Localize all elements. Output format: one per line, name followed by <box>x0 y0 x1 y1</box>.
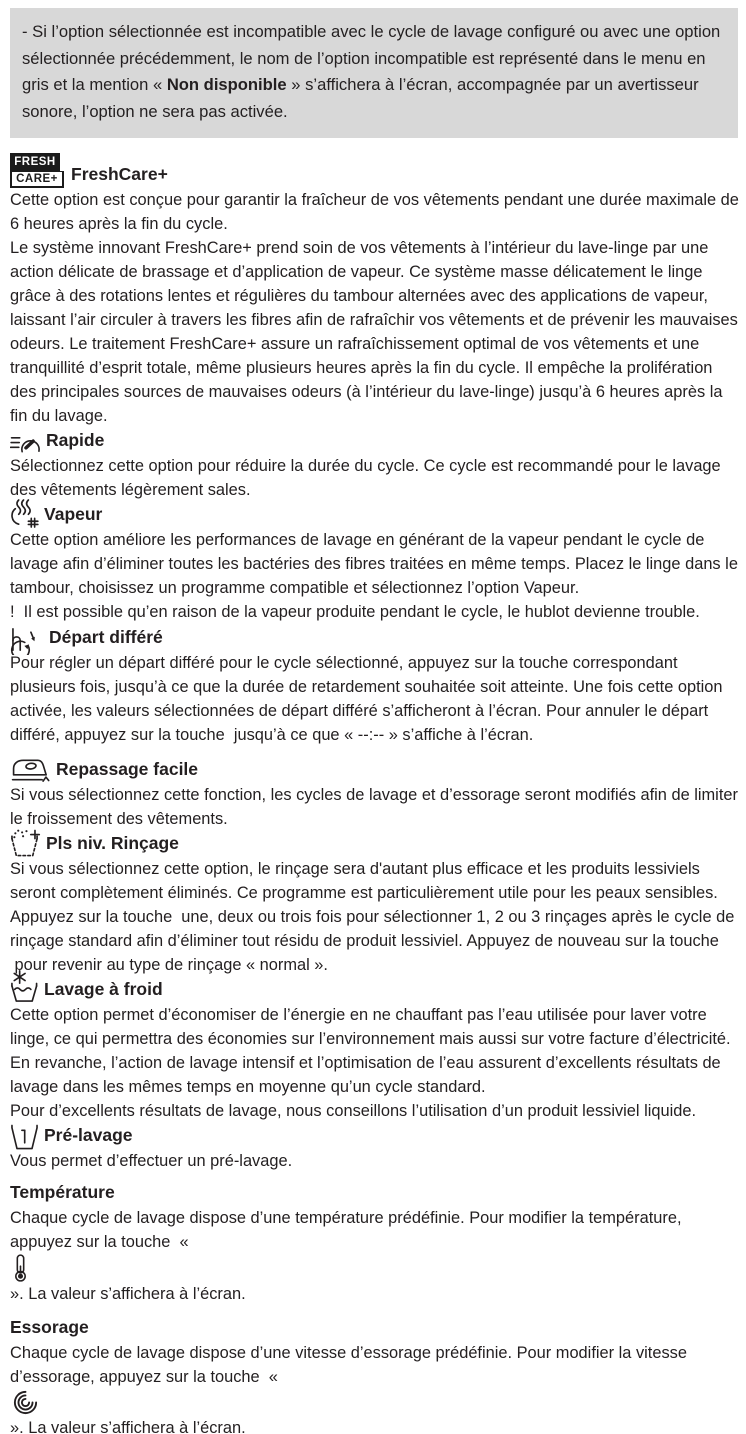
essorage-text-pre: Chaque cycle de lavage dispose d’une vitesse d’essorage prédéfinie. Pour modifier la vitesse d’essorage, appuyez sur la touche « <box>10 1344 687 1386</box>
vapeur-heading <box>10 502 741 528</box>
pre-lavage-paragraph: Vous permet d’effectuer un pré-lavage. <box>10 1152 293 1170</box>
section-essorage <box>10 1315 738 1434</box>
notice-text-bold: Non disponible <box>166 75 287 94</box>
freshcare-badge-bottom: CARE+ <box>10 171 64 188</box>
section-depart-differe <box>10 624 738 747</box>
temperature-paragraph <box>10 1206 741 1306</box>
rapide-paragraph: Sélectionnez cette option pour réduire la durée du cycle. Ce cycle est recommandé pour le lavage des vêtements légèrement sales. <box>10 457 721 499</box>
depart-differe-heading <box>10 624 741 651</box>
section-title: FreshCare+ <box>71 164 168 184</box>
section-rapide <box>10 428 738 502</box>
cold-wash-icon <box>10 970 39 1004</box>
section-title: Pls niv. Rinçage <box>46 833 179 853</box>
pre-lavage-heading <box>10 1123 741 1149</box>
essorage-heading <box>10 1315 741 1341</box>
section-title: Vapeur <box>44 504 103 524</box>
section-freshcare <box>10 153 738 428</box>
notice-text-post: » s’affichera à l’écran, accompagnée par un avertisseur sonore, l’option ne sera pas activée. <box>22 75 699 121</box>
section-title: Température <box>10 1182 115 1202</box>
freshcare-heading <box>10 153 741 188</box>
freshcare-badge-top: FRESH <box>10 153 60 171</box>
lavage-froid-paragraph-2: Pour d’excellents résultats de lavage, nous conseillons l’utilisation d’un produit lessiviel liquide. <box>10 1102 697 1120</box>
freshcare-badge-icon <box>10 153 64 188</box>
iron-icon <box>10 756 51 785</box>
speedometer-icon <box>10 432 41 456</box>
prewash-tub-icon <box>10 1124 39 1151</box>
section-title: Départ différé <box>49 627 163 647</box>
lavage-froid-heading <box>10 977 741 1003</box>
depart-differe-paragraph: Pour régler un départ différé pour le cycle sélectionné, appuyez sur la touche correspondant plusieurs fois, jusqu’à ce que la durée de retardement souhaitée soit atteinte. Une fois cette option activée, les valeurs sélectionnées de départ différé s’afficheront à l’écran. Pour annuler le départ différé, appuyez sur la touche jusqu’à ce que « --:-- » s’affiche à l’écran. <box>10 654 723 744</box>
rincage-paragraph: Si vous sélectionnez cette option, le rinçage sera d'autant plus efficace et les produits lessiviels seront complètement éliminés. Ce programme est particulièrement utile pour les peaux sensibles. Appuyez sur la touche une, deux ou trois fois pour sélectionner 1, 2 ou 3 rinçages après le cycle de rinçage standard afin d’éliminer tout résidu de produit lessiviel. Appuyez de nouveau sur la touche pour revenir au type de rinçage « normal ». <box>10 860 735 974</box>
section-rincage <box>10 831 738 977</box>
section-pre-lavage <box>10 1123 738 1173</box>
thermometer-icon <box>12 1254 29 1282</box>
temperature-text-pre: Chaque cycle de lavage dispose d’une température prédéfinie. Pour modifier la température, appuyez sur la touche « <box>10 1209 682 1251</box>
rincage-heading <box>10 831 741 857</box>
temperature-heading <box>10 1180 741 1206</box>
section-lavage-froid <box>10 977 738 1123</box>
section-title: Lavage à froid <box>44 979 163 999</box>
repassage-paragraph: Si vous sélectionnez cette fonction, les cycles de lavage et d’essorage seront modifiés afin de limiter le froissement des vêtements. <box>10 786 738 828</box>
freshcare-paragraph-2: Le système innovant FreshCare+ prend soin de vos vêtements à l’intérieur du lave-linge par une action délicate de brassage et d’application de vapeur. Ce système masse délicatement le linge grâce à des rotations lentes et régulières du tambour alternées avec des applications de vapeur, laissant l’air circuler à travers les fibres afin de rafraîchir vos vêtements et de prévenir les mauvaises odeurs. Le traitement FreshCare+ assure un rafraîchissement optimal de vos vêtements et une tranquillité d’esprit totale, même plusieurs heures après la fin du cycle. Il empêche la prolifération des principales sources de mauvaises odeurs (à l’intérieur du lave-linge) jusqu’à 6 heures après la fin du lavage. <box>10 239 738 425</box>
section-title: Rapide <box>46 430 105 450</box>
incompatible-option-notice <box>10 8 738 138</box>
repassage-heading <box>10 756 741 783</box>
essorage-text-post: ». La valeur s’affichera à l’écran. <box>10 1419 246 1434</box>
vapeur-paragraph: Cette option améliore les performances de lavage en générant de la vapeur pendant le cycle de lavage afin d’éliminer toutes les bactéries des fibres traitées en même temps. Placez le linge dans le tambour, choisissez un programme compatible et sélectionnez l’option Vapeur. <box>10 531 738 597</box>
section-vapeur <box>10 502 738 624</box>
extra-rinse-icon <box>10 829 41 858</box>
section-title: Repassage facile <box>56 759 199 779</box>
section-title: Essorage <box>10 1317 89 1337</box>
section-title: Pré-lavage <box>44 1125 133 1145</box>
lavage-froid-paragraph-1: Cette option permet d’économiser de l’énergie en ne chauffant pas l’eau utilisée pour laver votre linge, ce qui permettra des économies sur l’environnement mais aussi sur votre facture d’électricité. En revanche, l’action de lavage intensif et l’optimisation de l’eau assurent d’excellents résultats de lavage dans les mêmes temps en moyenne qu’un cycle standard. <box>10 1006 731 1096</box>
essorage-paragraph <box>10 1341 741 1434</box>
temperature-text-post: ». La valeur s’affichera à l’écran. <box>10 1285 246 1303</box>
section-repassage <box>10 756 738 831</box>
rapide-heading <box>10 428 741 454</box>
section-temperature <box>10 1180 738 1306</box>
notice-text-pre: - Si l’option sélectionnée est incompatible avec le cycle de lavage configuré ou avec une option sélectionnée précédemment, le nom de l’option incompatible est représenté dans le menu en gris et la mention « <box>22 22 721 94</box>
steam-icon <box>10 499 39 529</box>
vapeur-warning: ! Il est possible qu’en raison de la vapeur produite pendant le cycle, le hublot devienne trouble. <box>10 603 700 621</box>
freshcare-paragraph-1: Cette option est conçue pour garantir la fraîcheur de vos vêtements pendant une durée maximale de 6 heures après la fin du cycle. <box>10 191 739 233</box>
spin-spiral-icon <box>12 1389 39 1416</box>
